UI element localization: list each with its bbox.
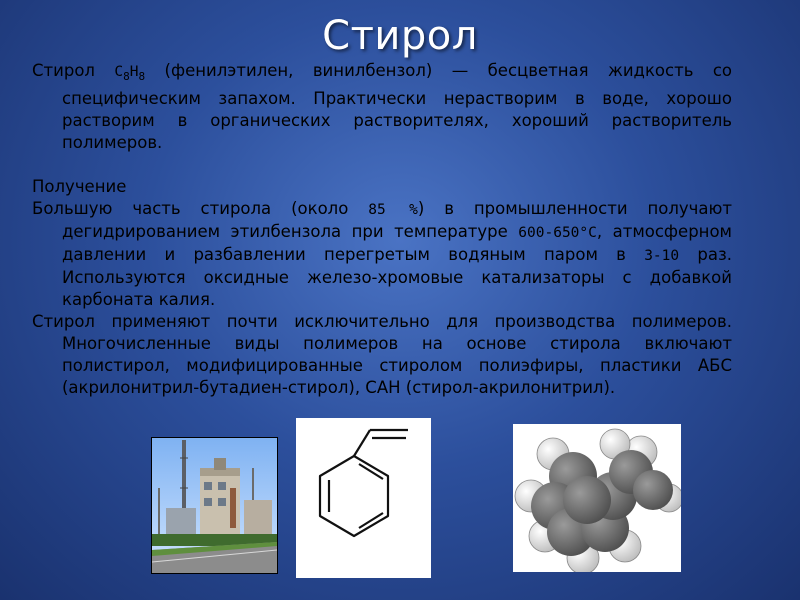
production-part2: ) в промышленности получают дегидрированием этилбензола при температуре (62, 198, 733, 241)
production-temperature: 600-650°C (518, 224, 597, 241)
styrene-space-filling-model (513, 424, 681, 572)
industrial-plant-photo (151, 437, 278, 574)
intro-paragraph (32, 60, 732, 154)
production-part1: Большую часть стирола (около (32, 198, 349, 218)
intro-rest: (фенилэтилен, винилбензол) — бесцветная жидкость со специфическим запахом. Практически нерастворим в воде, хорошо растворим в органических растворителях, хороший растворитель полимеров. (62, 61, 733, 152)
slide-body (32, 60, 732, 399)
styrene-structure-drawing (296, 418, 431, 578)
production-part4: раз. Используются оксидные железо-хромовые катализаторы с добавкой карбоната калия. (62, 244, 733, 309)
styrene-skeletal-formula (296, 418, 431, 578)
styrene-model-drawing (513, 424, 681, 572)
intro-lead: Стирол (32, 61, 95, 80)
spacer (32, 154, 732, 176)
formula-c: C (114, 64, 124, 80)
formula-h: H (129, 64, 139, 80)
formula (114, 64, 146, 83)
production-paragraph (32, 198, 732, 311)
industrial-plant-illustration (152, 438, 277, 573)
usage-paragraph: Стирол применяют почти исключительно для производства полимеров. Многочисленные виды полимеров на основе стирола включают полистирол, модифицированные стиролом полиэфиры, пластики АБС (акрилонитрил-бутадиен-стирол), САН (стирол-акрилонитрил). (32, 311, 732, 397)
production-ratio: 3-10 (644, 247, 680, 264)
slide-title: Стирол (322, 13, 478, 59)
formula-c-sub: 8 (123, 69, 130, 83)
formula-h-sub: 8 (138, 69, 146, 83)
production-heading: Получение (32, 176, 127, 196)
production-percent: 85 % (368, 201, 418, 218)
production-part3: , атмосферном давлении и разбавлении перегретым водяным паром в (62, 221, 732, 264)
